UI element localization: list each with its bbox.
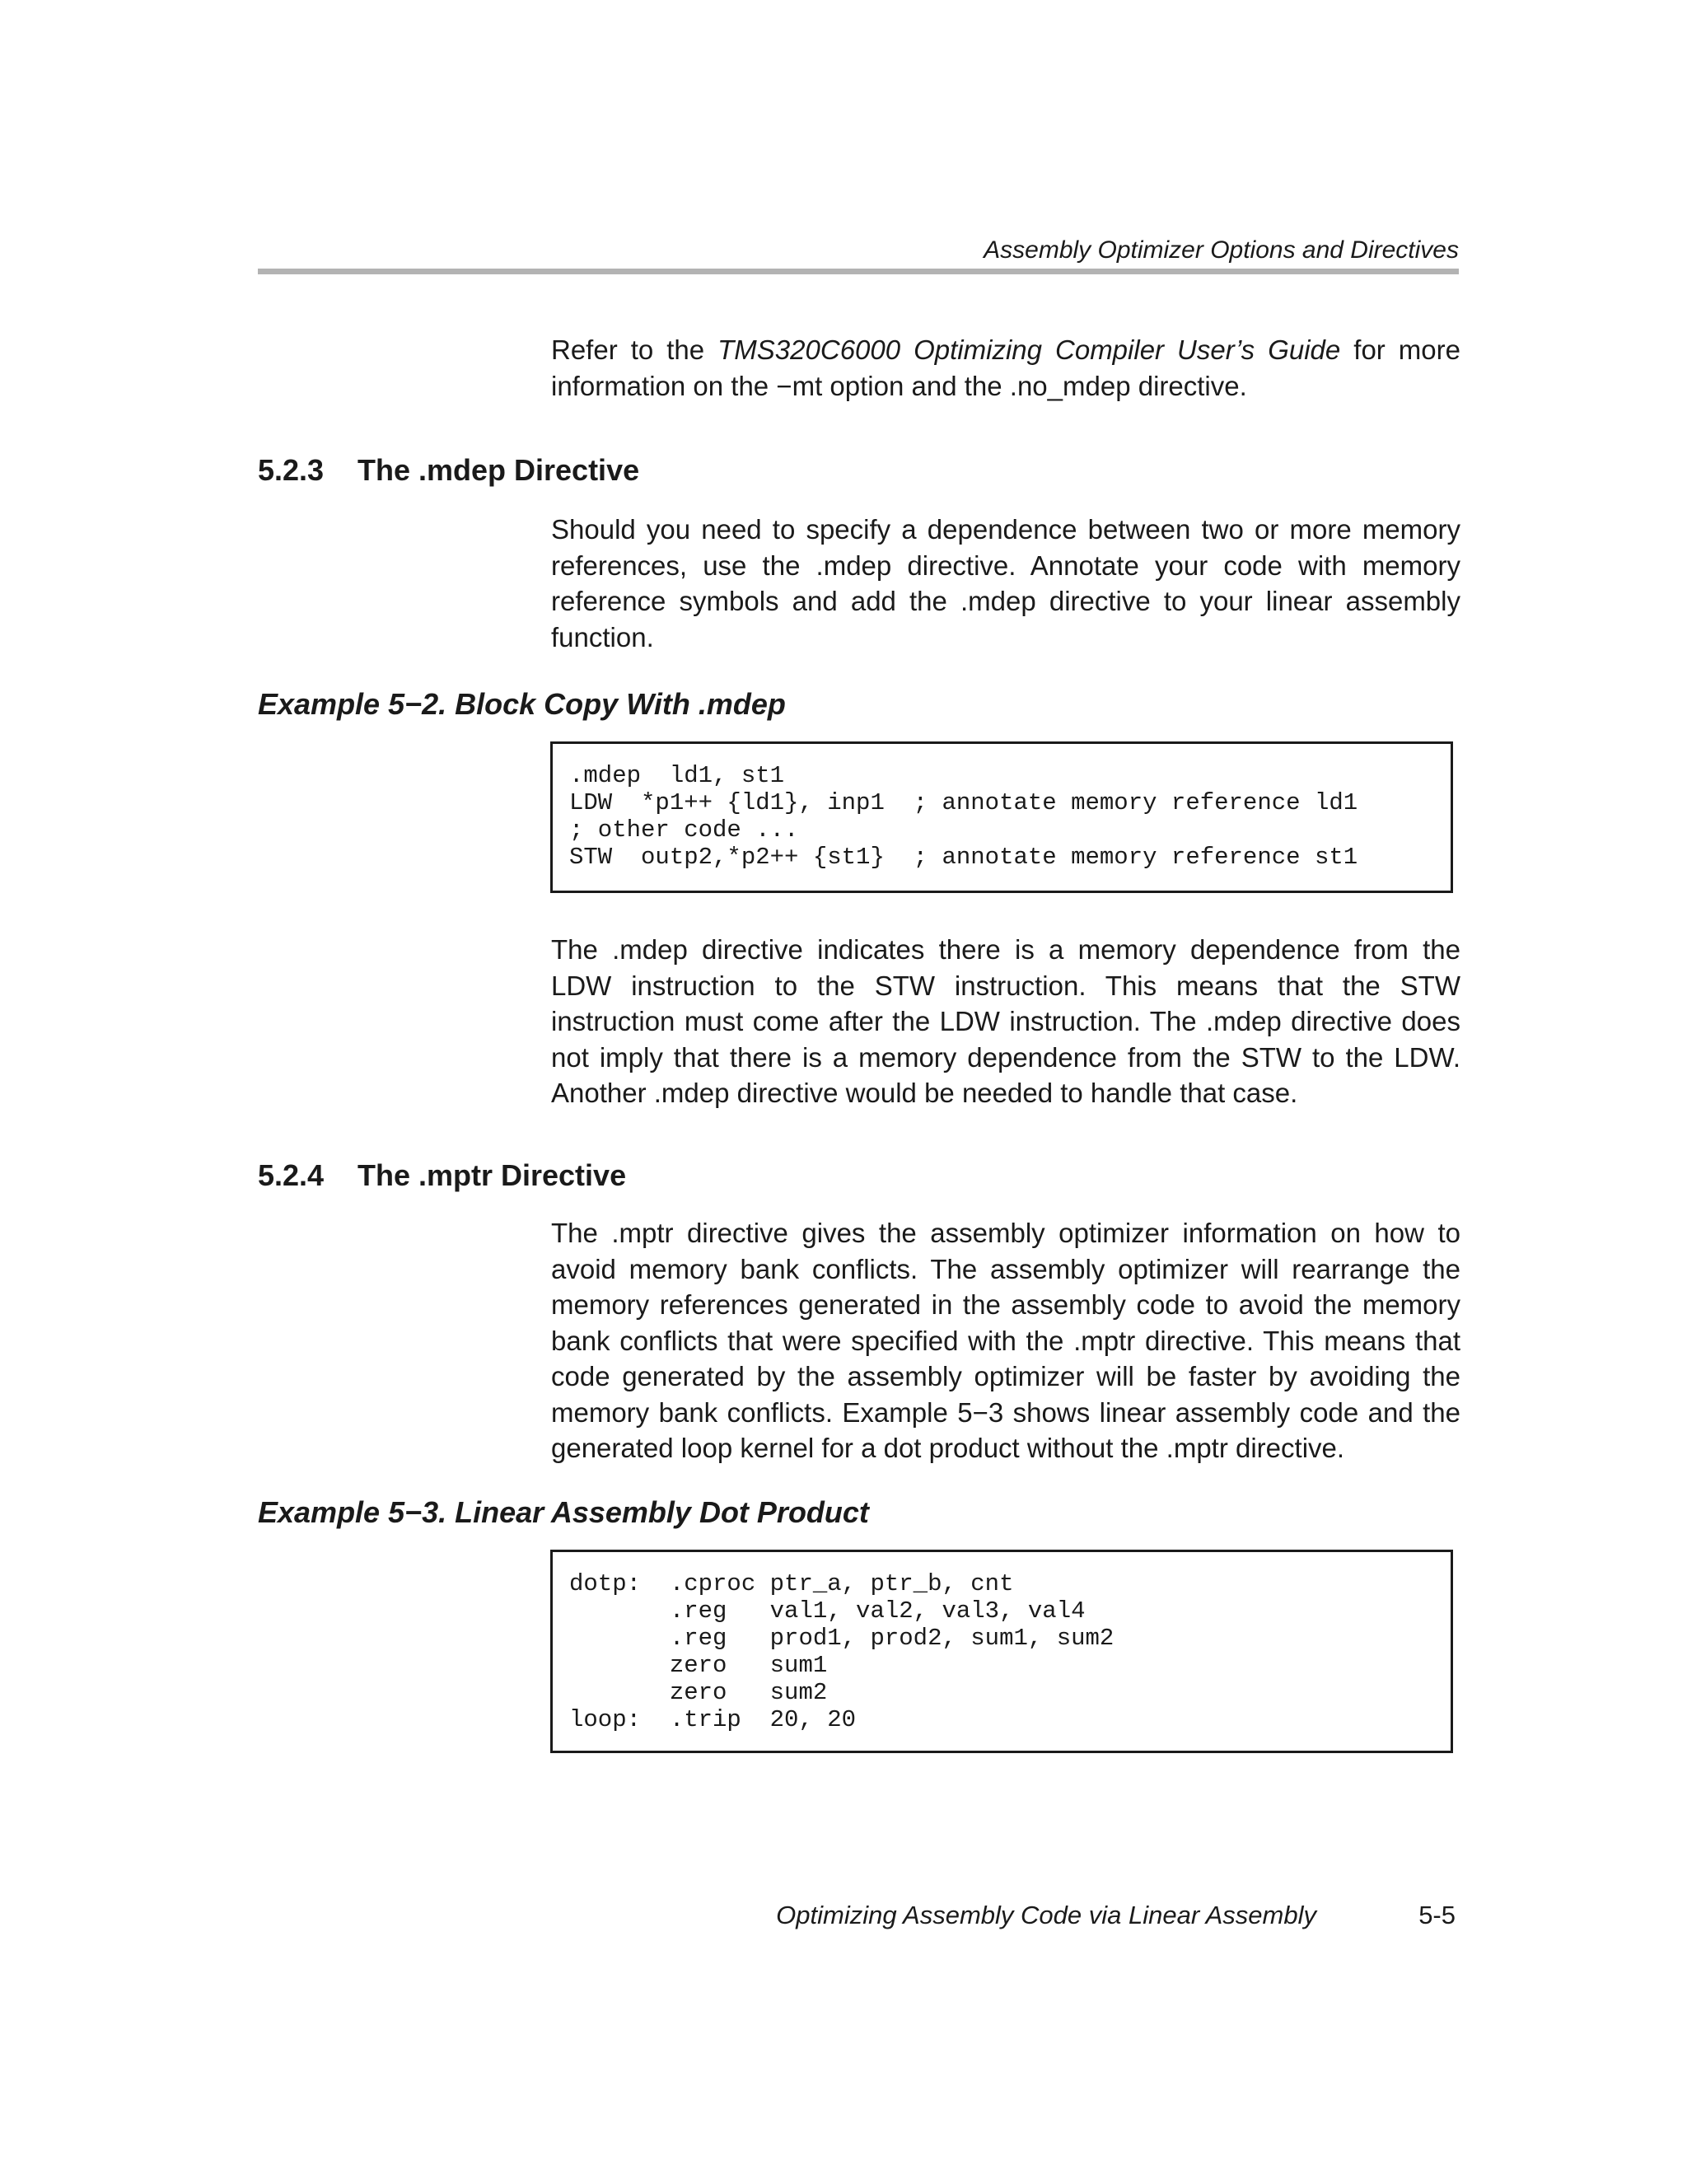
section-heading-5-2-4 (258, 1158, 626, 1193)
footer-title: Optimizing Assembly Code via Linear Assembly (776, 1901, 1316, 1929)
code-line: .reg val1, val2, val3, val4 (569, 1597, 1086, 1625)
code-line: zero sum1 (569, 1652, 828, 1679)
code-line: LDW *p1++ {ld1}, inp1 ; annotate memory reference ld1 (569, 789, 1358, 816)
code-line: .mdep ld1, st1 (569, 762, 785, 789)
code-block-example-5-3 (550, 1550, 1453, 1753)
section-number: 5.2.4 (258, 1158, 325, 1192)
code-line: zero sum2 (569, 1679, 828, 1706)
mptr-paragraph: The .mptr directive gives the assembly optimizer information on how to avoid memory bank conflicts. The assembly optimizer will rearrange the memory references generated in the assembly code to avoid the memory bank conflicts that were specified with the .mptr directive. This means that code generated by the assembly optimizer will be faster by avoiding the memory bank conflicts. Example 5−3 shows linear assembly code and the generated loop kernel for a dot product without the .mptr directive. (551, 1218, 1460, 1463)
code-line: STW outp2,*p2++ {st1} ; annotate memory reference st1 (569, 844, 1358, 871)
code-line: ; other code ... (569, 816, 799, 844)
intro-prefix: Refer to the (551, 334, 718, 365)
running-header: Assembly Optimizer Options and Directives (984, 236, 1459, 264)
example-5-2-title: Example 5−2. Block Copy With .mdep (258, 687, 786, 721)
code-line: dotp: .cproc ptr_a, ptr_b, cnt (569, 1570, 1014, 1597)
intro-suffix: for more information on the −mt option and the .no_mdep directive. (551, 334, 1460, 401)
guide-title: TMS320C6000 Optimizing Compiler User’s Guide (717, 334, 1341, 365)
section-number: 5.2.3 (258, 453, 325, 487)
mdep-explanation-paragraph: The .mdep directive indicates there is a memory dependence from the LDW instruction to the STW instruction. This means that the STW instruction must come after the LDW instruction. The .mdep directive does not imply that there is a memory dependence from the STW to the LDW. Another .mdep directive would be needed to handle that case. (551, 934, 1460, 1108)
intro-paragraph (551, 332, 1460, 404)
section-title: The .mdep Directive (357, 453, 640, 487)
page-number: 5-5 (1418, 1901, 1456, 1929)
section-title: The .mptr Directive (357, 1158, 627, 1192)
header-rule (258, 269, 1459, 274)
code-line: .reg prod1, prod2, sum1, sum2 (569, 1625, 1115, 1652)
code-line: loop: .trip 20, 20 (569, 1706, 857, 1733)
code-block-example-5-2 (550, 741, 1453, 893)
section-heading-5-2-3 (258, 453, 639, 488)
example-5-3-title: Example 5−3. Linear Assembly Dot Product (258, 1495, 869, 1529)
mdep-intro-paragraph: Should you need to specify a dependence between two or more memory references, use the .mdep directive. Annotate your code with memory reference symbols and add the .mdep directive to your linear assembly function. (551, 514, 1460, 652)
